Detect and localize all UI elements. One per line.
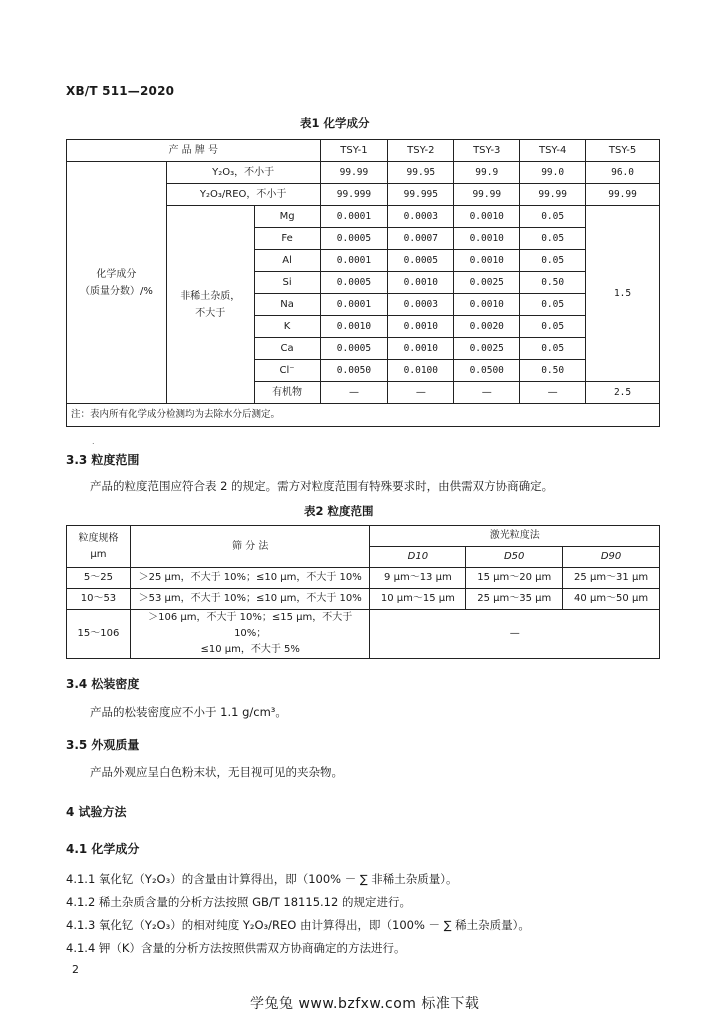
table1-cell: 99.999 xyxy=(320,184,388,206)
table1-cell: — xyxy=(454,382,520,404)
table1-cell: 0.0050 xyxy=(320,360,388,382)
table2-laser-merged: — xyxy=(370,610,660,659)
table1-cell: 0.0005 xyxy=(320,228,388,250)
table1-cell: 0.0005 xyxy=(320,272,388,294)
table1-cell: 0.0020 xyxy=(454,316,520,338)
table1-cell: 99.99 xyxy=(586,184,660,206)
table1-cell: 99.99 xyxy=(454,184,520,206)
table1-cell: 99.9 xyxy=(454,162,520,184)
table1-cell: 0.05 xyxy=(520,316,586,338)
table1-cell: 0.0005 xyxy=(320,338,388,360)
table1-element: K xyxy=(254,316,320,338)
table2-sieve: ＞53 μm，不大于 10%；≤10 μm，不大于 10% xyxy=(130,589,370,610)
table1-row-label: Y₂O₃，不小于 xyxy=(166,162,320,184)
table1-cell: 0.0001 xyxy=(320,294,388,316)
table1-header-tsy3: TSY-3 xyxy=(454,140,520,162)
table1-cell: 2.5 xyxy=(586,382,660,404)
table1-element: Fe xyxy=(254,228,320,250)
clause-4-1-1: 4.1.1 氧化钇（Y₂O₃）的含量由计算得出，即（100% － ∑ 非稀土杂质量）。 xyxy=(66,872,458,886)
clause-4-1-3: 4.1.3 氧化钇（Y₂O₃）的相对纯度 Y₂O₃/REO 由计算得出，即（100% － ∑ 稀土杂质量）。 xyxy=(66,918,530,932)
table1-cell: 0.05 xyxy=(520,250,586,272)
table2-laser: 25 μm～31 μm xyxy=(563,568,660,589)
table2-caption: 表2 粒度范围 xyxy=(304,504,374,518)
table2-spec: 5～25 xyxy=(67,568,131,589)
table1-element: Si xyxy=(254,272,320,294)
table1-cell: 0.0010 xyxy=(454,250,520,272)
table1-header-tsy4: TSY-4 xyxy=(520,140,586,162)
table1-cell: 0.05 xyxy=(520,206,586,228)
table1-cell: 0.0010 xyxy=(454,228,520,250)
table2-header-d50: D50 xyxy=(466,547,563,568)
table1-cell: 0.0010 xyxy=(388,338,454,360)
table1-cell: 0.50 xyxy=(520,360,586,382)
table1-cell: 0.0010 xyxy=(454,206,520,228)
table1-cell: — xyxy=(320,382,388,404)
table1-cell: 0.0025 xyxy=(454,272,520,294)
table2-header-spec: 粒度规格 μm xyxy=(67,526,131,568)
table2-laser: 9 μm～13 μm xyxy=(370,568,466,589)
clause-4-1-2: 4.1.2 稀土杂质含量的分析方法按照 GB/T 18115.12 的规定进行。 xyxy=(66,895,411,909)
table1-cell: 0.0100 xyxy=(388,360,454,382)
table2-header-d90: D90 xyxy=(563,547,660,568)
clause-4-1-4: 4.1.4 钾（K）含量的分析方法按照供需双方协商确定的方法进行。 xyxy=(66,941,406,955)
section-3-4-heading: 3.4 松装密度 xyxy=(66,677,140,691)
table1-header-product: 产 品 牌 号 xyxy=(67,140,321,162)
table1-cell: 99.99 xyxy=(520,184,586,206)
section-3-3-heading: 3.3 粒度范围 xyxy=(66,453,140,467)
table1-cell: 0.0003 xyxy=(388,206,454,228)
table1-element: Na xyxy=(254,294,320,316)
table1-element: Ca xyxy=(254,338,320,360)
binding-mark: . xyxy=(92,437,95,446)
table1-main-label: 化学成分 （质量分数）/% xyxy=(67,162,167,404)
table1-cell: 99.95 xyxy=(388,162,454,184)
table1-cell: 0.0003 xyxy=(388,294,454,316)
table1-tsy5-impurity-total: 1.5 xyxy=(586,206,660,382)
table2-header-laser: 激光粒度法 xyxy=(370,526,660,547)
table2-spec: 10～53 xyxy=(67,589,131,610)
table2-spec: 15～106 xyxy=(67,610,131,659)
table2-sieve: ＞106 μm，不大于 10%；≤15 μm，不大于 10%； ≤10 μm，不大于 5% xyxy=(130,610,370,659)
table2-header-d10: D10 xyxy=(370,547,466,568)
footer-watermark: 学兔兔 www.bzfxw.com 标准下载 xyxy=(250,996,480,1012)
chemical-composition-table xyxy=(66,139,660,427)
section-3-4-text: 产品的松装密度应不小于 1.1 g/cm³。 xyxy=(90,705,287,719)
table1-cell: 99.995 xyxy=(388,184,454,206)
table1-header-tsy5: TSY-5 xyxy=(586,140,660,162)
table1-element: Al xyxy=(254,250,320,272)
section-3-5-heading: 3.5 外观质量 xyxy=(66,738,140,752)
table1-header-tsy1: TSY-1 xyxy=(320,140,388,162)
table2-header-sieve: 筛 分 法 xyxy=(130,526,370,568)
page-number: 2 xyxy=(72,963,79,976)
table1-cell: 0.0005 xyxy=(388,250,454,272)
table2-laser: 10 μm～15 μm xyxy=(370,589,466,610)
table1-cell: 0.0010 xyxy=(454,294,520,316)
table2-laser: 15 μm～20 μm xyxy=(466,568,563,589)
table1-cell: 0.05 xyxy=(520,228,586,250)
table1-cell: 0.0010 xyxy=(388,272,454,294)
section-4-heading: 4 试验方法 xyxy=(66,805,127,819)
particle-size-table xyxy=(66,525,660,659)
table1-cell: 0.05 xyxy=(520,294,586,316)
table2-laser: 25 μm～35 μm xyxy=(466,589,563,610)
table1-note: 注：表内所有化学成分检测均为去除水分后测定。 xyxy=(67,404,660,427)
table1-impurity-label: 非稀土杂质， 不大于 xyxy=(166,206,254,404)
table1-cell: 0.0010 xyxy=(320,316,388,338)
table1-cell: — xyxy=(520,382,586,404)
table1-cell: 0.05 xyxy=(520,338,586,360)
section-3-3-text: 产品的粒度范围应符合表 2 的规定。需方对粒度范围有特殊要求时，由供需双方协商确定。 xyxy=(90,479,554,493)
table1-cell: 0.0010 xyxy=(388,316,454,338)
table1-element: Cl⁻ xyxy=(254,360,320,382)
table1-row-label: Y₂O₃/REO，不小于 xyxy=(166,184,320,206)
table1-cell: — xyxy=(388,382,454,404)
table1-organic-label: 有机物 xyxy=(254,382,320,404)
table1-cell: 0.0001 xyxy=(320,206,388,228)
table1-cell: 0.0007 xyxy=(388,228,454,250)
table1-header-tsy2: TSY-2 xyxy=(388,140,454,162)
table1-cell: 0.0025 xyxy=(454,338,520,360)
table1-cell: 0.0001 xyxy=(320,250,388,272)
section-4-1-heading: 4.1 化学成分 xyxy=(66,842,140,856)
table1-cell: 0.50 xyxy=(520,272,586,294)
table1-cell: 0.0500 xyxy=(454,360,520,382)
table1-cell: 99.0 xyxy=(520,162,586,184)
table1-cell: 99.99 xyxy=(320,162,388,184)
table1-element: Mg xyxy=(254,206,320,228)
standard-number: XB/T 511—2020 xyxy=(66,84,175,98)
table1-caption: 表1 化学成分 xyxy=(300,116,370,130)
table2-laser: 40 μm～50 μm xyxy=(563,589,660,610)
table2-sieve: ＞25 μm，不大于 10%；≤10 μm，不大于 10% xyxy=(130,568,370,589)
table1-cell: 96.0 xyxy=(586,162,660,184)
section-3-5-text: 产品外观应呈白色粉末状，无目视可见的夹杂物。 xyxy=(90,765,343,779)
